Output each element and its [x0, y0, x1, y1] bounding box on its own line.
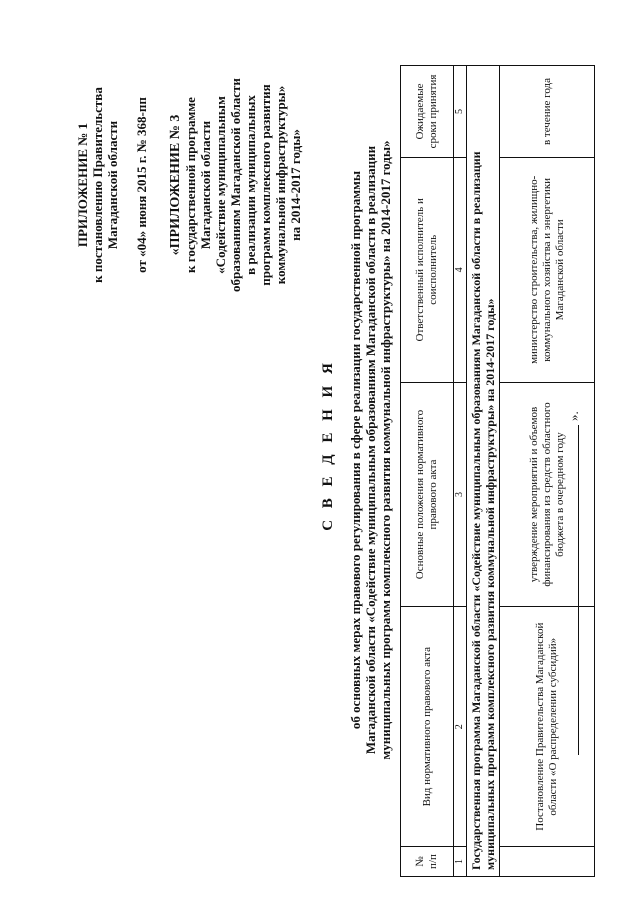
appendix-3-line: «Содействие муниципальным	[213, 96, 228, 274]
underline-divider	[578, 425, 579, 755]
column-number: 2	[454, 607, 467, 847]
document-subtitle	[348, 40, 393, 860]
table-header-row	[401, 66, 454, 877]
column-number: 3	[454, 382, 467, 607]
column-number: 4	[454, 157, 467, 382]
executor-cell: министерство строительства, жилищно-коммунального хозяйства и энергетики Магаданской области	[500, 157, 595, 382]
subtitle-line: Магаданской области «Содействие муниципальным образованиям Магаданской области в реализации	[363, 145, 378, 755]
appendix-1-title: ПРИЛОЖЕНИЕ № 1	[75, 122, 90, 248]
header-cell-act-type: Вид нормативного правового акта	[401, 607, 454, 847]
appendix-3-title: «ПРИЛОЖЕНИЕ № 3	[168, 114, 183, 256]
header-cell-executor: Ответственный исполнитель и соисполнитель	[401, 157, 454, 382]
appendix-3-line: образованиям Магаданской области	[228, 78, 243, 292]
header-cell-term: Ожидаемые сроки принятия	[401, 66, 454, 158]
column-number: 1	[454, 847, 467, 877]
column-numbers-row	[454, 66, 467, 877]
term-cell: в течение года	[500, 66, 595, 158]
column-number: 5	[454, 66, 467, 158]
appendix-3-line: на 2014-2017 годы»	[288, 129, 303, 241]
appendix-1-line: Магаданской области	[105, 120, 120, 250]
appendix-1-line: к постановлению Правительства	[90, 87, 105, 283]
appendix-3-line: в реализации муниципальных	[243, 95, 258, 275]
closing-line	[566, 395, 586, 755]
appendix-3-line: к государственной программе	[183, 97, 198, 273]
appendix-3-line: программ комплексного развития	[258, 84, 273, 286]
document-title: С В Е Д Е Н И Я	[320, 359, 336, 531]
header-cell-provisions: Основные положения нормативного правового акта	[401, 382, 454, 607]
appendix-1-date: от «04» июня 2015 г. № 368-пп	[134, 97, 149, 273]
closing-quote: ».	[566, 411, 581, 421]
program-title-cell: Государственная программа Магаданской области «Содействие муниципальным образованиям Магаданской области в реализации муниципальных программ комплексного развития коммунальной инфраструктуры» на 2014-2017 годы»	[467, 66, 500, 877]
row-number-cell	[500, 847, 595, 877]
program-row	[467, 66, 500, 877]
appendix-3-header	[168, 25, 303, 345]
subtitle-line: муниципальных программ комплексного развития коммунальной инфраструктуры» на 2014-2017 годы»	[378, 140, 393, 760]
appendix-1-header	[75, 25, 149, 345]
subtitle-line: об основных мерах правового регулирования в сфере реализации государственной программы	[348, 170, 363, 730]
appendix-3-line: Магаданской области	[198, 120, 213, 250]
provisions-cell: утверждение мероприятий и объемов финансирования из средств областного бюджета в очередном году	[500, 382, 595, 607]
act-type-cell: Постановление Правительства Магаданской области «О распределении субсидий»	[500, 607, 595, 847]
appendix-3-line: коммунальной инфраструктуры»	[273, 85, 288, 285]
header-cell-number: № п/п	[401, 847, 454, 877]
